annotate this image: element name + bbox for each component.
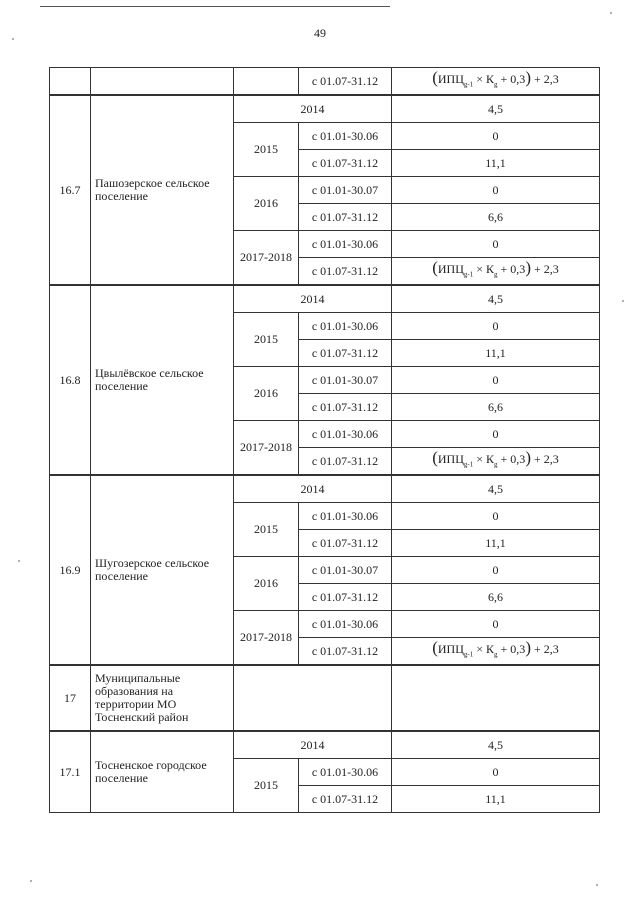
year-cell: 2014 [234,731,392,759]
year-cell: 2016 [234,177,299,231]
period-cell: с 01.07-31.12 [299,150,392,177]
year-cell: 2015 [234,503,299,557]
row-number: 16.8 [50,285,91,475]
value-cell: 11,1 [392,340,600,367]
table-cell [91,68,234,96]
year-cell: 2015 [234,313,299,367]
value-cell: 0 [392,557,600,584]
value-cell: 0 [392,123,600,150]
settlement-name: Муниципальные образования на территории МО Тосненский район [91,665,234,731]
table-cell [234,68,299,96]
formula-cell [392,448,600,476]
table-cell [234,665,392,731]
period-cell: с 01.07-31.12 [299,584,392,611]
value-cell: 11,1 [392,150,600,177]
period-cell: с 01.07-31.12 [299,258,392,286]
value-cell: 0 [392,231,600,258]
period-cell: с 01.07-31.12 [299,530,392,557]
header-rule [40,6,390,7]
formula: $(ИПЦ_{g-1} \times К_g + 0,3) + 2,3$ [432,637,559,659]
scan-speck [610,12,612,14]
table-row [50,68,600,96]
scan-speck [12,38,14,40]
year-cell: 2015 [234,759,299,813]
formula-cell [392,638,600,666]
year-cell: 2017-2018 [234,231,299,286]
value-cell: 6,6 [392,394,600,421]
period-cell: с 01.01-30.07 [299,557,392,584]
period-cell: с 01.01-30.06 [299,759,392,786]
tariff-table [49,67,600,813]
value-cell: 0 [392,503,600,530]
value-cell: 4,5 [392,95,600,123]
row-number: 17.1 [50,731,91,813]
period-cell: с 01.07-31.12 [299,204,392,231]
scan-speck [596,884,598,886]
value-cell: 0 [392,421,600,448]
value-cell: 11,1 [392,786,600,813]
year-cell: 2014 [234,285,392,313]
year-cell: 2017-2018 [234,421,299,476]
row-number: 16.9 [50,475,91,665]
year-cell: 2016 [234,557,299,611]
value-cell: 6,6 [392,204,600,231]
value-cell: 4,5 [392,731,600,759]
period-cell: с 01.01-30.06 [299,611,392,638]
table-row [50,731,600,759]
period-cell: с 01.07-31.12 [299,786,392,813]
table-cell [392,665,600,731]
row-number: 16.7 [50,95,91,285]
year-cell: 2014 [234,475,392,503]
value-cell: 6,6 [392,584,600,611]
period-cell: с 01.07-31.12 [299,340,392,367]
settlement-name: Цвылёвское сельское поселение [91,285,234,475]
table-row [50,665,600,731]
year-cell: 2016 [234,367,299,421]
formula-cell [392,68,600,96]
period-cell: с 01.07-31.12 [299,448,392,476]
scan-speck [18,560,20,562]
page-number: 49 [314,26,326,40]
formula: $(ИПЦ_{g-1} \times К_g + 0,3) + 2,3$ [432,257,559,279]
year-cell: 2015 [234,123,299,177]
table-row [50,475,600,503]
formula: $(ИПЦ_{g-1} \times К_g + 0,3) + 2,3$ [432,447,559,469]
value-cell: 0 [392,177,600,204]
formula: $(ИПЦ_{g-1} \times К_g + 0,3) + 2,3$ [432,67,559,89]
period-cell: с 01.07-31.12 [299,638,392,666]
formula-cell [392,258,600,286]
year-cell: 2017-2018 [234,611,299,666]
period-cell: с 01.01-30.06 [299,123,392,150]
settlement-name: Пашозерское сельское поселение [91,95,234,285]
period-cell: с 01.07-31.12 [299,394,392,421]
scan-speck [622,300,624,302]
settlement-name: Тосненское городское поселение [91,731,234,813]
value-cell: 0 [392,313,600,340]
period-cell: с 01.01-30.07 [299,177,392,204]
scan-speck [30,880,32,882]
period-cell: с 01.01-30.06 [299,421,392,448]
value-cell: 11,1 [392,530,600,557]
value-cell: 4,5 [392,285,600,313]
table-row [50,285,600,313]
row-number: 17 [50,665,91,731]
period-cell: с 01.01-30.07 [299,367,392,394]
table-cell [50,68,91,96]
value-cell: 0 [392,759,600,786]
period-cell: с 01.07-31.12 [299,68,392,96]
settlement-name: Шугозерское сельское поселение [91,475,234,665]
period-cell: с 01.01-30.06 [299,231,392,258]
value-cell: 0 [392,367,600,394]
period-cell: с 01.01-30.06 [299,313,392,340]
value-cell: 4,5 [392,475,600,503]
value-cell: 0 [392,611,600,638]
year-cell: 2014 [234,95,392,123]
period-cell: с 01.01-30.06 [299,503,392,530]
table-row [50,95,600,123]
